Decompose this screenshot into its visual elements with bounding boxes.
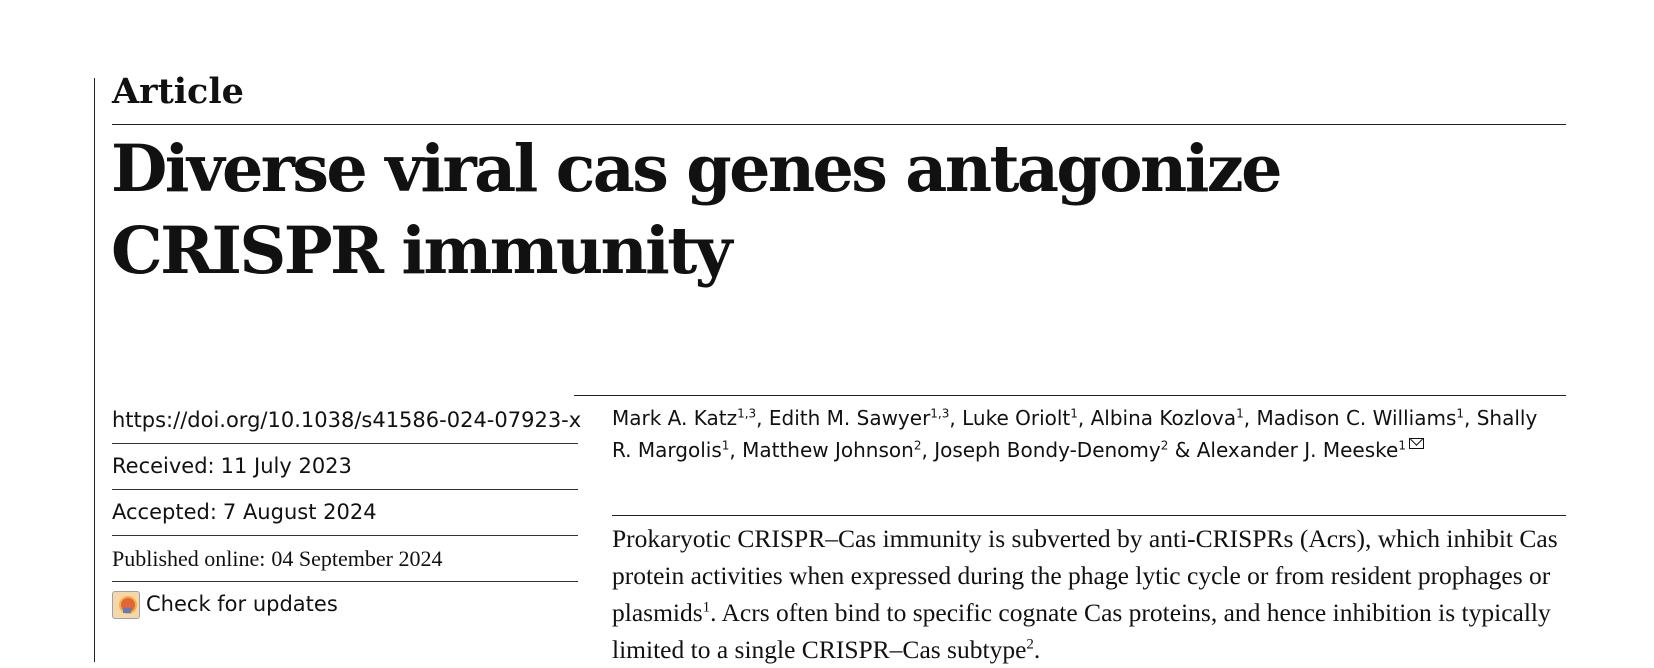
author-separator: , [1464,406,1477,430]
article-title: Diverse viral cas genes antagonize CRISPR immunity [111,131,1280,289]
abstract-divider [612,515,1566,516]
accepted-row [112,490,578,536]
author-separator: , [949,406,963,430]
accepted-label: Accepted: [112,500,217,524]
published-date: 04 September 2024 [271,546,443,571]
author-name[interactable]: Alexander J. Meeske$^1$ [1196,438,1406,462]
author-affiliation: 1 [1236,406,1244,421]
abstract-part-2: . Acrs often bind to specific cognate Cas proteins, and hence inhibition is typically limited to a single CRISPR–Cas subtype [612,598,1551,664]
author-affiliation: 1,3 [737,406,757,421]
reference-2[interactable]: 2 [1026,636,1034,653]
author-separator: & [1168,438,1197,462]
check-updates-icon [112,591,140,619]
author-separator: , [1077,406,1091,430]
author-list [612,402,1562,466]
left-margin-rule [94,78,95,662]
received-date: 11 July 2023 [220,454,352,478]
author-name[interactable]: Luke Oriolt$^1$ [962,406,1078,430]
author-affiliation: 1 [1398,438,1406,453]
author-separator: , [756,406,769,430]
abstract-part-1: Prokaryotic CRISPR–Cas immunity is subverted by anti-CRISPRs (Acrs), which inhibit Cas protein activities when expressed during the phage lytic cycle or from resident prophages or plasmids [612,524,1558,627]
author-name[interactable]: Albina Kozlova$^1$ [1090,406,1244,430]
check-updates-button[interactable] [112,582,578,627]
author-affiliation: 2 [1160,438,1169,453]
accepted-date: 7 August 2024 [222,500,377,524]
received-row [112,444,578,490]
author-separator: , [921,438,935,462]
article-type-label: Article [112,71,244,112]
author-name[interactable]: Joseph Bondy-Denomy$^2$ [934,438,1169,462]
author-name[interactable]: Mark A. Katz$^{1,3}$ [612,406,757,430]
author-name[interactable]: Matthew Johnson$^2$ [742,438,922,462]
abstract-part-3: . [1033,635,1041,664]
author-separator: , [1243,406,1257,430]
published-label: Published online: [112,546,266,571]
reference-1[interactable]: 1 [702,599,711,616]
abstract-text [612,520,1570,668]
check-updates-label: Check for updates [146,592,338,616]
author-affiliation: 1 [1456,406,1465,421]
article-meta [112,398,582,627]
author-name[interactable]: Shally R. Margolis$^1$ [612,406,1538,462]
author-name[interactable]: Madison C. Williams$^1$ [1256,406,1465,430]
doi-link[interactable]: https://doi.org/10.1038/s41586-024-07923-x [112,408,582,432]
author-separator: , [729,438,743,462]
author-affiliation: 1,3 [930,406,950,421]
received-label: Received: [112,454,215,478]
meta-divider [574,395,1566,396]
author-affiliation: 1 [721,438,730,453]
published-row [112,536,578,582]
author-name[interactable]: Edith M. Sawyer$^{1,3}$ [768,406,950,430]
author-affiliation: 1 [1070,406,1078,421]
author-affiliation: 2 [913,438,922,453]
doi-row [112,398,582,444]
email-icon[interactable] [1409,438,1424,449]
title-divider [112,124,1566,125]
